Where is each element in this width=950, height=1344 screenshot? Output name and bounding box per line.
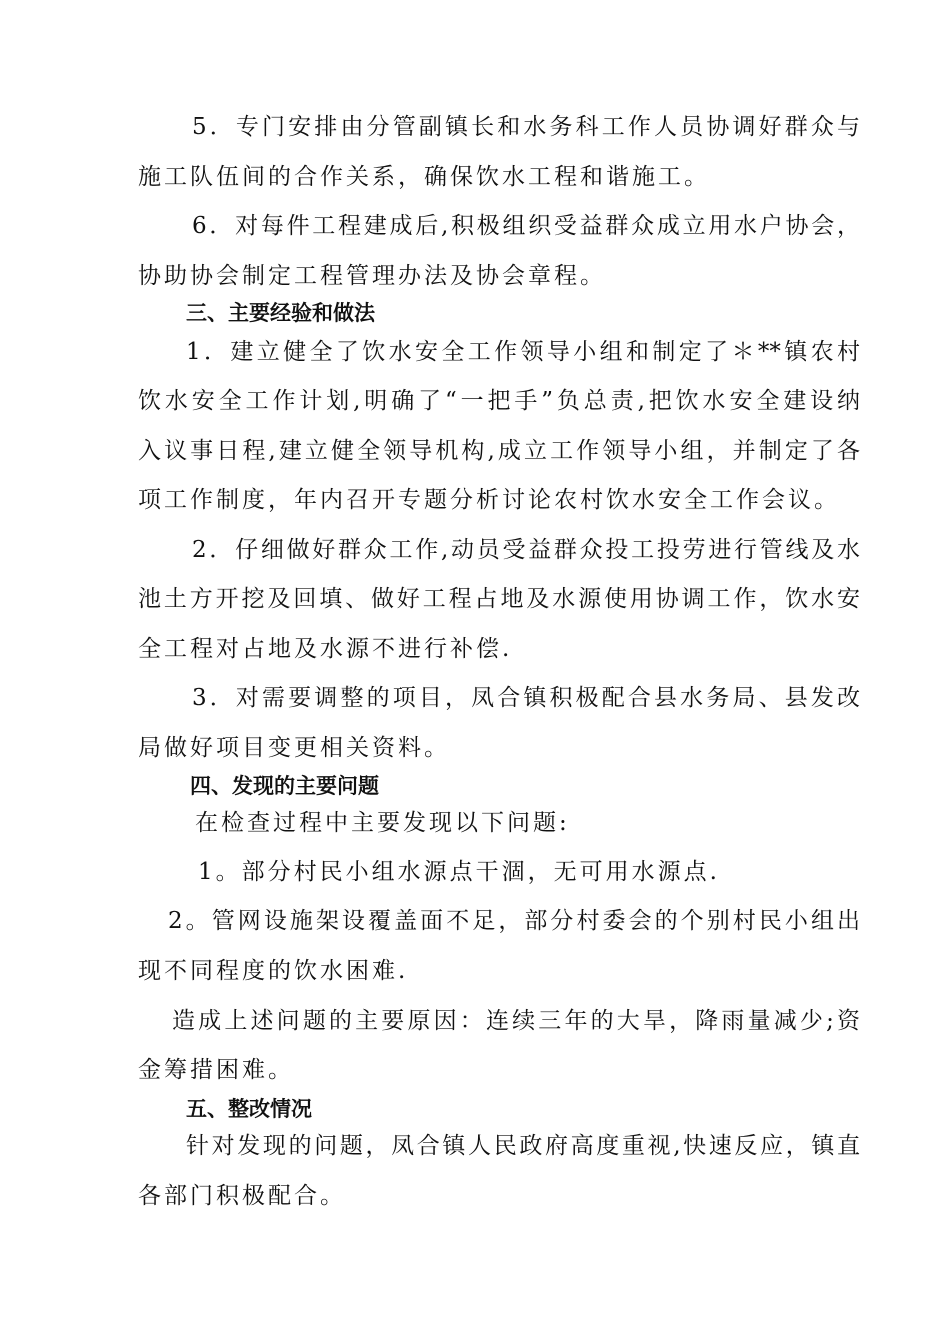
section-3-item-3-line-2: 局做好项目变更相关资料。: [138, 735, 450, 761]
paragraph-6-line-1: 6．对每件工程建成后,积极组织受益群众成立用水户协会，: [192, 213, 860, 239]
paragraph-5-line-1: 5．专门安排由分管副镇长和水务科工作人员协调好群众与: [192, 114, 860, 140]
section-3-item-2-line-1: 2．仔细做好群众工作,动员受益群众投工投劳进行管线及水: [192, 537, 860, 563]
section-3-item-2-line-3: 全工程对占地及水源不进行补偿.: [138, 636, 513, 662]
paragraph-6-line-2: 协助协会制定工程管理办法及协会章程。: [138, 263, 606, 289]
section-3-item-3-line-1: 3．对需要调整的项目，凤合镇积极配合县水务局、县发改: [192, 685, 860, 711]
paragraph-5-line-2: 施工队伍间的合作关系，确保饮水工程和谐施工。: [138, 164, 710, 190]
section-5-para-line-2: 各部门积极配合。: [138, 1183, 346, 1209]
section-3-item-1-line-3: 入议事日程,建立健全领导机构,成立工作领导小组，并制定了各: [138, 438, 860, 464]
section-4-cause-line-2: 金筹措困难。: [138, 1057, 294, 1083]
section-3-item-2-line-2: 池土方开挖及回填、做好工程占地及水源使用协调工作，饮水安: [138, 586, 860, 612]
section-3-item-1-line-1: 1．建立健全了饮水安全工作领导小组和制定了＊**镇农村: [186, 339, 860, 365]
section-4-cause-line-1: 造成上述问题的主要原因：连续三年的大旱，降雨量减少;资: [172, 1008, 860, 1034]
section-3-item-1-line-2: 饮水安全工作计划,明确了“一把手”负总责,把饮水安全建设纳: [138, 388, 860, 414]
section-4-heading: 四、发现的主要问题: [190, 774, 379, 798]
section-3-heading: 三、主要经验和做法: [186, 301, 375, 325]
section-4-intro: 在检查过程中主要发现以下问题:: [195, 810, 570, 836]
section-4-item-2-line-1: 2。管网设施架设覆盖面不足，部分村委会的个别村民小组出: [168, 908, 860, 934]
section-3-item-1-line-4: 项工作制度，年内召开专题分析讨论农村饮水安全工作会议。: [138, 487, 840, 513]
section-4-item-1: 1。部分村民小组水源点干涸，无可用水源点.: [198, 859, 720, 885]
section-4-item-2-line-2: 现不同程度的饮水困难.: [138, 958, 409, 984]
section-5-para-line-1: 针对发现的问题，凤合镇人民政府高度重视,快速反应，镇直: [186, 1133, 860, 1159]
section-5-heading: 五、整改情况: [186, 1097, 312, 1121]
